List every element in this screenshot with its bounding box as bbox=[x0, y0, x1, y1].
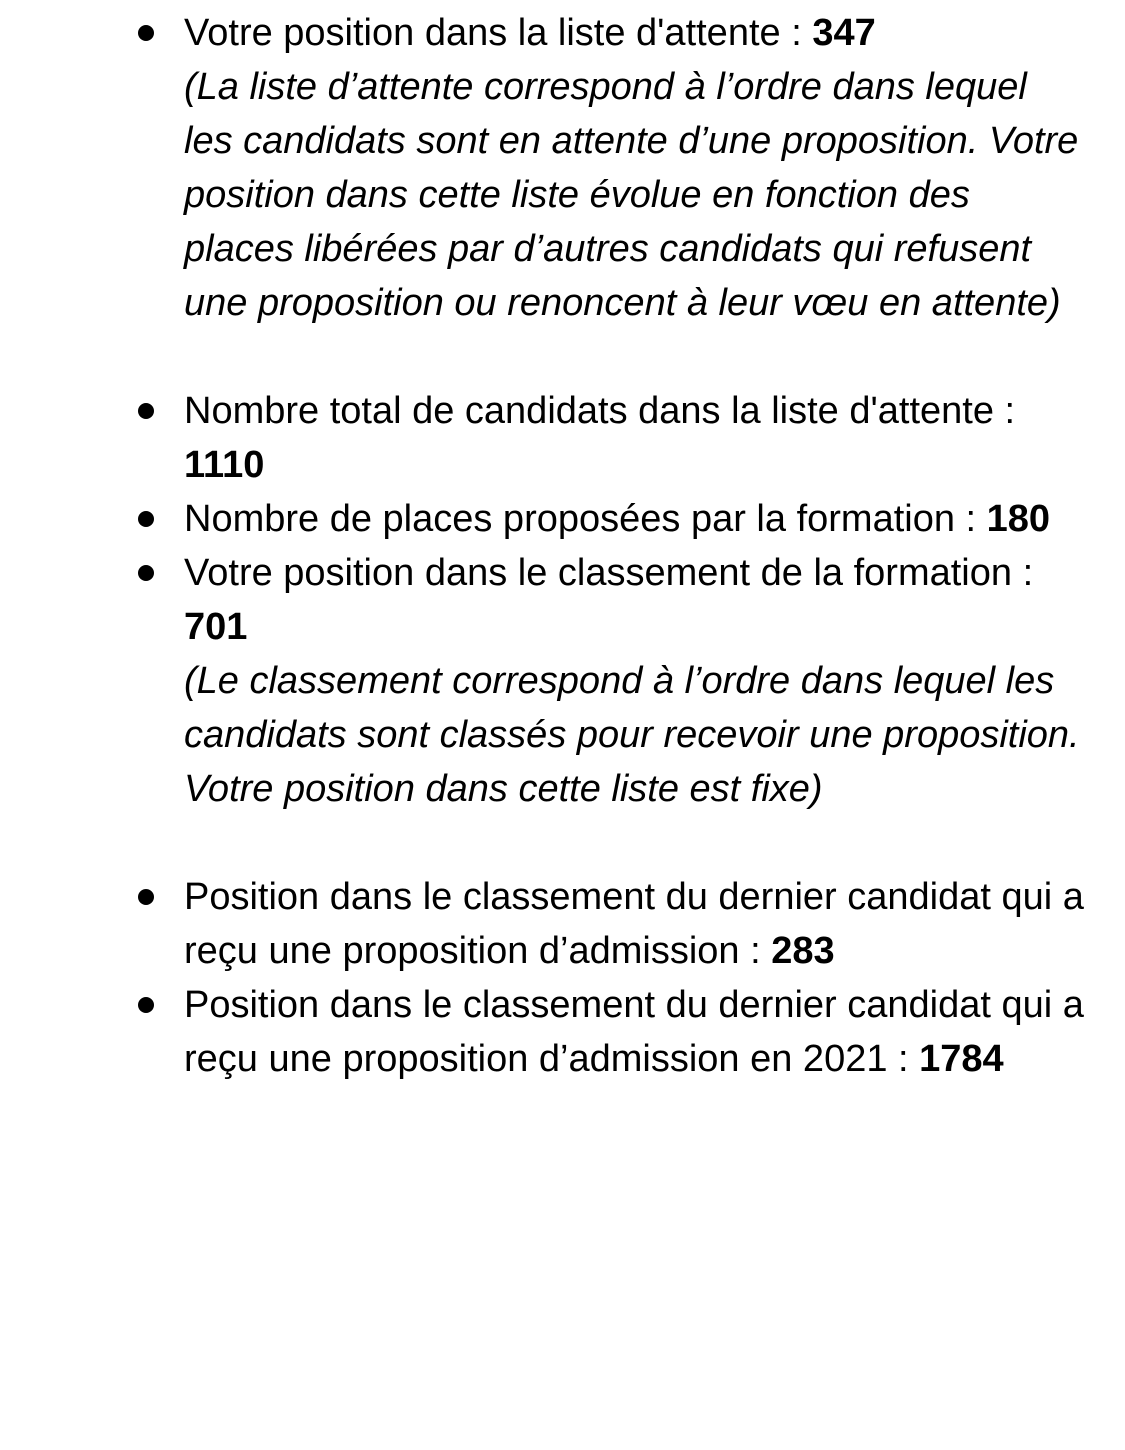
item-label: Nombre de places proposées par la formation : bbox=[184, 498, 987, 540]
item-label: Position dans le classement du dernier candidat qui a reçu une proposition d’admission : bbox=[184, 876, 1084, 972]
bullet-icon bbox=[138, 889, 154, 905]
list-item-places-offered bbox=[0, 492, 1125, 546]
list-item-waitlist-total bbox=[0, 384, 1125, 492]
item-label: Position dans le classement du dernier candidat qui a reçu une proposition d’admission en 2021 : bbox=[184, 984, 1084, 1080]
item-value: 283 bbox=[771, 930, 835, 972]
spacer bbox=[0, 330, 1125, 384]
item-label: Nombre total de candidats dans la liste d'attente : bbox=[184, 390, 1016, 432]
item-value: 347 bbox=[812, 12, 876, 54]
item-value: 1110 bbox=[184, 444, 265, 486]
list-item-last-admitted bbox=[0, 870, 1125, 978]
item-note: (Le classement correspond à l’ordre dans lequel les candidats sont classés pour recevoir une proposition. Votre position dans cette liste est fixe) bbox=[184, 660, 1080, 810]
bullet-icon bbox=[138, 997, 154, 1013]
item-value: 180 bbox=[986, 498, 1051, 540]
item-value: 1784 bbox=[919, 1038, 1004, 1080]
item-label: Votre position dans la liste d'attente : bbox=[184, 12, 813, 54]
list-item-last-admitted-2021 bbox=[0, 978, 1125, 1086]
bullet-icon bbox=[138, 403, 154, 419]
spacer bbox=[0, 816, 1125, 870]
item-note: (La liste d’attente correspond à l’ordre dans lequel les candidats sont en attente d’une proposition. Votre position dans cette liste évolue en fonction des places libérées par d’autres candidats qui refusent une proposition ou renoncent à leur vœu en attente) bbox=[184, 66, 1079, 324]
list-item-waitlist-position bbox=[0, 6, 1125, 330]
waitlist-info bbox=[0, 6, 1125, 1086]
list-item-ranking-position bbox=[0, 546, 1125, 816]
item-value: 701 bbox=[184, 606, 248, 648]
item-label: Votre position dans le classement de la formation : bbox=[184, 552, 1034, 594]
bullet-icon bbox=[138, 25, 154, 41]
bullet-icon bbox=[138, 565, 154, 581]
bullet-icon bbox=[138, 511, 154, 527]
